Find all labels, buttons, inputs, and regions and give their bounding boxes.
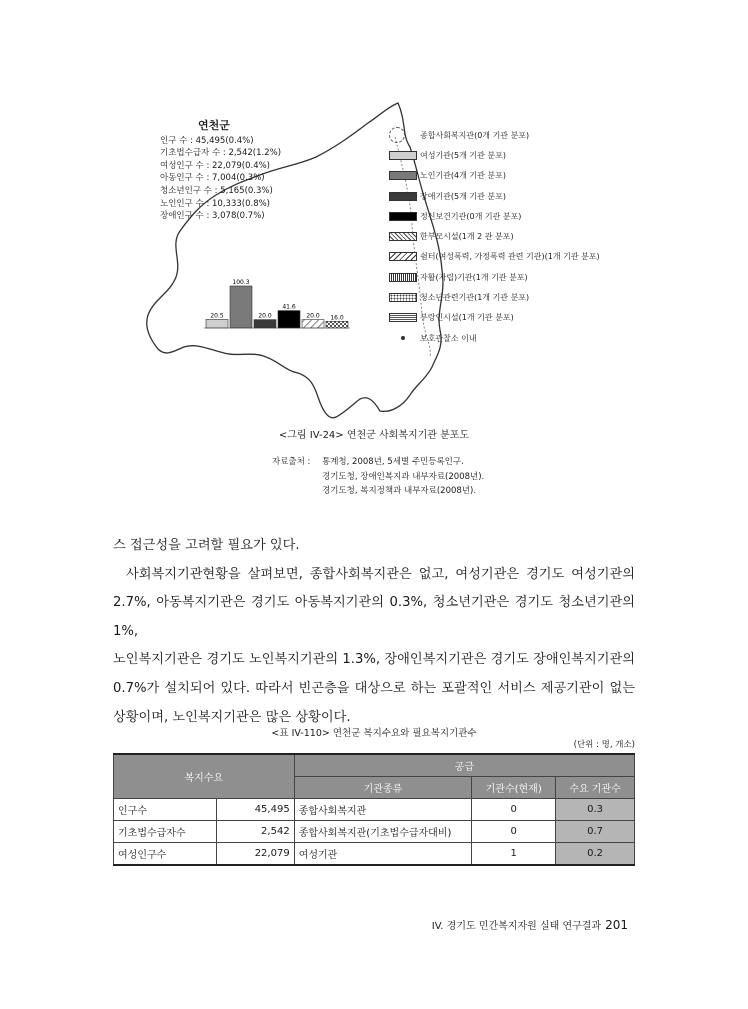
legend-item: 자활(자립)기관(1개 기관 분포)	[389, 267, 600, 287]
swatch-icon	[389, 293, 417, 302]
footer-text: IV. 경기도 민간복지자원 실태 연구결과	[431, 921, 602, 932]
swatch-icon	[389, 252, 417, 261]
paragraph-line: 스 접근성을 고려할 필요가 있다.	[113, 538, 300, 553]
legend-item: 청소년관련기관(1개 기관 분포)	[389, 287, 600, 307]
row-type: 종합사회복지관	[294, 799, 472, 821]
bar	[206, 319, 228, 328]
table-unit: (단위 : 명, 개소)	[573, 740, 635, 750]
body-text	[113, 532, 635, 732]
bar-label: 20.0	[258, 312, 272, 320]
swatch-icon	[389, 151, 417, 160]
page-footer	[432, 917, 628, 932]
table-caption: <표 IV-110> 연천군 복지수요와 필요복지기관수	[271, 728, 477, 739]
row-value: 2,542	[216, 821, 294, 843]
legend-item: 한부모시설(1개 2 관 분포)	[389, 226, 600, 246]
paragraph-line: 상황이며, 노인복지기관은 많은 상황이다.	[113, 709, 351, 725]
stat-elderly-population: 노인인구 수 : 10,333(0.8%)	[160, 198, 270, 209]
bar	[302, 320, 324, 328]
row-needed: 0.7	[556, 821, 635, 843]
table-header-row	[114, 754, 635, 777]
row-value: 22,079	[216, 843, 294, 866]
dot-marker-icon	[389, 336, 417, 340]
bar-label: 20.0	[306, 312, 320, 320]
stat-disabled-population: 장애인구 수 : 3,078(0.7%)	[160, 211, 265, 222]
header-type: 기관종류	[294, 777, 472, 799]
row-count: 1	[472, 843, 556, 866]
header-needed: 수요 기관수	[556, 777, 635, 799]
row-value: 45,495	[216, 799, 294, 821]
swatch-icon	[389, 313, 417, 322]
stat-basic-recipients: 기초법수급자 수 : 2,542(1.2%)	[160, 148, 282, 159]
source-line: 경기도청, 장애인복지과 내부자료(2008년).	[322, 471, 485, 482]
region-title: 연천군	[198, 119, 230, 132]
bar-label: 16.0	[330, 314, 344, 322]
row-label: 여성인구수	[114, 843, 217, 866]
figure-caption: <그림 IV-24> 연천군 사회복지기관 분포도	[278, 430, 470, 441]
stat-population: 인구 수 : 45,495(0.4%)	[160, 135, 254, 146]
table-row	[114, 843, 635, 866]
paragraph-line: 노인복지기관은 경기도 노인복지기관의 1.3%, 장애인복지기관은 경기도 장애인복지기관의	[113, 652, 635, 668]
bar	[278, 311, 300, 328]
legend-item: 여성기관(5개 기관 분포)	[389, 145, 600, 165]
row-label: 인구수	[114, 799, 217, 821]
page-number: 201	[605, 918, 628, 932]
swatch-icon	[389, 171, 417, 180]
row-type: 종합사회복지관(기초법수급자대비)	[294, 821, 472, 843]
swatch-icon	[389, 212, 417, 221]
source-line: 통계청, 2008년, 5세별 주민등록인구.	[322, 457, 464, 467]
bar	[254, 320, 276, 328]
header-demand: 복지수요	[114, 754, 295, 799]
header-count: 기관수(현재)	[472, 777, 556, 799]
legend-item: 보호관찰소 이내	[389, 328, 600, 348]
map-legend	[389, 125, 600, 348]
stat-child-population: 아동인구 수 : 7,004(0.3%)	[160, 173, 265, 184]
legend-item: 노인기관(4개 기관 분포)	[389, 166, 600, 186]
bar-label: 100.3	[232, 279, 250, 286]
row-count: 0	[472, 821, 556, 843]
bar-label: 41.6	[282, 303, 296, 311]
bar	[230, 286, 252, 328]
row-needed: 0.3	[556, 799, 635, 821]
header-supply: 공급	[294, 754, 634, 777]
table-row	[114, 821, 635, 843]
table-row	[114, 799, 635, 821]
paragraph-line: 0.7%가 설치되어 있다. 따라서 빈곤층을 대상으로 하는 포괄적인 서비스 제공기관이 없는	[113, 680, 635, 696]
bar-chart	[204, 279, 350, 328]
legend-item: 부랑인시설(1개 기관 분포)	[389, 308, 600, 328]
swatch-icon	[389, 192, 417, 201]
stat-female-population: 여성인구 수 : 22,079(0.4%)	[160, 160, 270, 171]
paragraph-line: 2.7%, 아동복지기관은 경기도 아동복지기관의 0.3%, 청소년기관은 경기도 청소년기관의 1%,	[113, 595, 635, 639]
region-stats	[160, 120, 281, 223]
row-needed: 0.2	[556, 843, 635, 866]
stat-youth-population: 청소년인구 수 : 5,165(0.3%)	[160, 185, 273, 196]
legend-item: 정신보건기관(0개 기관 분포)	[389, 206, 600, 226]
circle-marker-icon	[389, 127, 405, 143]
row-count: 0	[472, 799, 556, 821]
data-table	[113, 753, 635, 866]
source-note	[272, 455, 484, 499]
source-line: 경기도청, 복지정책과 내부자료(2008년).	[322, 486, 477, 496]
bar-label: 20.5	[210, 312, 224, 320]
legend-item: 쉼터(여성폭력, 가정폭력 관련 기관)(1개 기관 분포)	[389, 247, 600, 267]
source-label: 자료출처 :	[272, 457, 311, 467]
swatch-icon	[389, 232, 417, 241]
paragraph-line: 사회복지기관현황을 살펴보면, 종합사회복지관은 없고, 여성기관은 경기도 여성기관의	[126, 566, 635, 582]
row-label: 기초법수급자수	[114, 821, 217, 843]
legend-item: 종합사회복지관(0개 기관 분포)	[389, 125, 600, 145]
legend-item: 장애기관(5개 기관 분포)	[389, 186, 600, 206]
row-type: 여성기관	[294, 843, 472, 866]
bar	[326, 321, 348, 328]
swatch-icon	[389, 273, 417, 282]
